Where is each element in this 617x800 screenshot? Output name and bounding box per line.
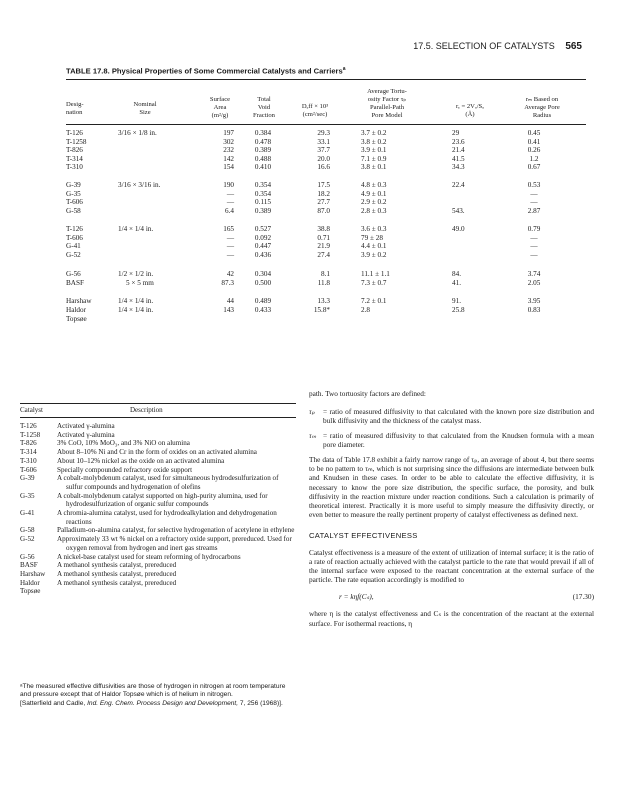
header-tortuosity: Average Tortu- osity Factor τₚ Parallel-Path Pore Model — [367, 88, 407, 119]
catalog-row: T-1258 Activated γ-alumina — [20, 430, 115, 439]
catalog-row: G-39 A cobalt-molybdenum catalyst, used for simultaneous hydrodesulfurization of sulfur compounds and hydrogenation of olefins — [20, 474, 279, 491]
catalog-row: Topsøe — [20, 587, 41, 596]
catalog-row: G-41 A chromia-alumina catalyst, used for hydrodealkylation and dehydrogenation reactions — [20, 509, 277, 526]
table-row: T-826 232 0.389 37.7 3.9 ± 0.1 21.4 0.26 — [66, 146, 541, 155]
catalog-row: G-52 Approximately 33 wt % nickel on a refractory oxide support, prereduced. Used for oxygen removal from hydrogen and inert gas streams — [20, 535, 292, 552]
table-row: Harshaw 1/4 × 1/4 in. 44 0.489 13.3 7.2 ± 0.1 91. 3.95 — [66, 297, 541, 305]
header-re: rₑ = 2Vₐ/Sₐ (Å) — [455, 103, 485, 118]
catalog-row: Harshaw A methanol synthesis catalyst, prereduced — [20, 569, 177, 578]
header-surface-area: Surface Area (m²/g) — [209, 96, 231, 119]
header-designation: Desig- nation — [66, 101, 84, 116]
table-row: T-126 3/16 × 1/8 in. 197 0.384 29.3 3.7 ± 0.2 29 0.45 — [66, 129, 541, 137]
catalog-header-description: Description — [130, 406, 163, 414]
table-row: T-126 1/4 × 1/4 in. 165 0.527 38.8 3.6 ± 0.3 49.0 0.79 — [66, 225, 541, 233]
catalyst-description-table — [20, 403, 296, 596]
table-row: T-606 — 0.115 27.7 2.9 ± 0.2 — — [66, 198, 538, 207]
definition-tau-m: τₘ = ratio of measured diffusivity to that calculated from the Knudsen formula with a mean pore diameter. — [309, 430, 594, 449]
catalog-row: G-35 A cobalt-molybdenum catalyst supported on high-purity alumina, used for hydrodesulfurization of organic sulfur compounds — [20, 491, 268, 509]
table-row: G-35 — 0.354 18.2 4.9 ± 0.1 — — [66, 189, 538, 198]
table-row: T-314 142 0.488 20.0 7.1 ± 0.9 41.5 1.2 — [66, 154, 539, 163]
table-row: G-39 3/16 × 3/16 in. 190 0.354 17.5 4.8 ± 0.3 22.4 0.53 — [66, 181, 541, 189]
definition-tau-p: τₚ = ratio of measured diffusivity to that calculated with the known pore size distribution and bulk diffusivity and the thickness of the catalyst mass. — [309, 407, 594, 426]
table-row: G-56 1/2 × 1/2 in. 42 0.304 8.1 11.1 ± 1.1 84. 3.74 — [66, 270, 541, 278]
table-row: G-41 — 0.447 21.9 4.4 ± 0.1 — — [66, 242, 538, 251]
equation-formula: r = kηf(Cₛ), — [339, 592, 374, 602]
table-row: T-606 — 0.092 0.71 79 ± 28 — — [66, 233, 538, 242]
paragraph-1: The data of Table 17.8 exhibit a fairly narrow range of τₚ, an average of about 4, but there seems to be no pattern to τₘ, which is not surprising since the diffusions are intermediate between bulk and Knudsen in these cases. In order to be able to calculate the effective diffusivity, it is necessary to know the pore size distribution, the specific surface, the porosity, and bulk diffusivity in the reaction mixture under reaction conditions. Such a calculation is primarily of theoretical interest. Practically it is more useful to simply measure the diffusivity directly, or even better to measure the really pertinent property of catalyst effectiveness as defined next. — [309, 455, 594, 520]
table-title-text: TABLE 17.8. Physical Properties of Some Commercial Catalysts and Carriers — [66, 66, 343, 76]
footnote-source: [Satterfield and Cadle, Ind. Eng. Chem. Process Design and Development, 7, 256 (1968)]. — [20, 699, 283, 707]
table-row: Haldor 1/4 × 1/4 in. 143 0.433 15.8* 2.8 25.8 0.83 — [66, 305, 541, 314]
table-group — [66, 181, 586, 215]
catalog-row: T-126 Activated γ-alumina — [20, 422, 115, 430]
equation-17-30 — [309, 592, 594, 606]
catalog-row: BASF A methanol synthesis catalyst, prereduced — [20, 561, 177, 570]
table-top-rule — [66, 79, 586, 80]
catalog-header-catalyst: Catalyst — [20, 406, 43, 414]
body-text-column — [309, 389, 594, 628]
paragraph-3: where η is the catalyst effectiveness and Cₛ is the concentration of the reactant at the external surface. For isothermal reactions, η — [309, 609, 594, 628]
table-group — [66, 129, 586, 172]
catalog-row: T-310 About 10–12% nickel as the oxide on an activated alumina — [20, 456, 225, 465]
catalog-header — [20, 405, 296, 418]
table-title — [66, 66, 346, 76]
table-footnote — [20, 683, 296, 708]
table-group — [66, 270, 586, 287]
catalog-row: Haldor A methanol synthesis catalyst, prereduced — [20, 578, 177, 587]
table-title-mark: a — [342, 66, 346, 72]
equation-number: (17.30) — [572, 592, 594, 602]
page-header — [372, 41, 582, 52]
section-title: 17.5. SELECTION OF CATALYSTS — [413, 41, 555, 51]
table-group — [66, 225, 586, 259]
page-number: 565 — [565, 41, 582, 52]
table-header-rule — [66, 124, 586, 125]
header-rm: rₘ Based on Average Pore Radius — [524, 96, 560, 119]
table-row: BASF 5 × 5 mm 87.3 0.500 11.8 7.3 ± 0.7 41. 2.05 — [66, 278, 541, 287]
section-heading: CATALYST EFFECTIVENESS — [309, 531, 418, 541]
header-deff: Dₑff × 10³ (cm²/sec) — [301, 103, 329, 118]
catalog-row: G-56 A nickel-base catalyst used for steam reforming of hydrocarbons — [20, 552, 241, 561]
table-row: G-58 6.4 0.389 87.0 2.8 ± 0.3 543. 2.87 — [66, 206, 541, 215]
table-topsoe: Topsøe — [66, 315, 87, 323]
header-nominal-size: Nominal Size — [133, 101, 157, 116]
catalog-row: T-826 3% CoO, 10% MoO₃, and 3% NiO on alumina — [20, 439, 190, 448]
header-void-fraction: Total Void Fraction — [253, 96, 275, 119]
table-row: T-310 154 0.410 16.6 3.8 ± 0.1 34.3 0.67 — [66, 163, 541, 172]
table-group — [66, 297, 586, 314]
paragraph-2: Catalyst effectiveness is a measure of the extent of utilization of internal surface; it is the ratio of a rate of reaction actually achieved with the catalyst particle to the rate that would prevail if all of the internal surface were exposed to the reactant concentration at the external surface of the particle. The rate equation accordingly is modified to — [309, 547, 594, 585]
table-row: G-52 — 0.436 27.4 3.9 ± 0.2 — — [66, 250, 538, 259]
table-row: T-1258 302 0.478 33.1 3.8 ± 0.2 23.6 0.41 — [66, 137, 541, 146]
catalog-row: T-606 Specially compounded refractory oxide support — [20, 465, 193, 474]
intro-paragraph: path. Two tortuosity factors are defined: — [309, 389, 426, 398]
footnote-a: ᵃThe measured effective diffusivities are those of hydrogen in nitrogen at room temperature and pressure except that of Haldor Topsøe which is of helium in nitrogen. — [20, 683, 286, 699]
catalog-row: T-314 About 8–10% Ni and Cr in the form of oxides on an activated alumina — [20, 448, 257, 457]
catalog-top-rule — [20, 403, 296, 404]
catalog-row: G-58 Palladium-on-alumina catalyst, for selective hydrogenation of acetylene in ethylene — [20, 526, 295, 535]
